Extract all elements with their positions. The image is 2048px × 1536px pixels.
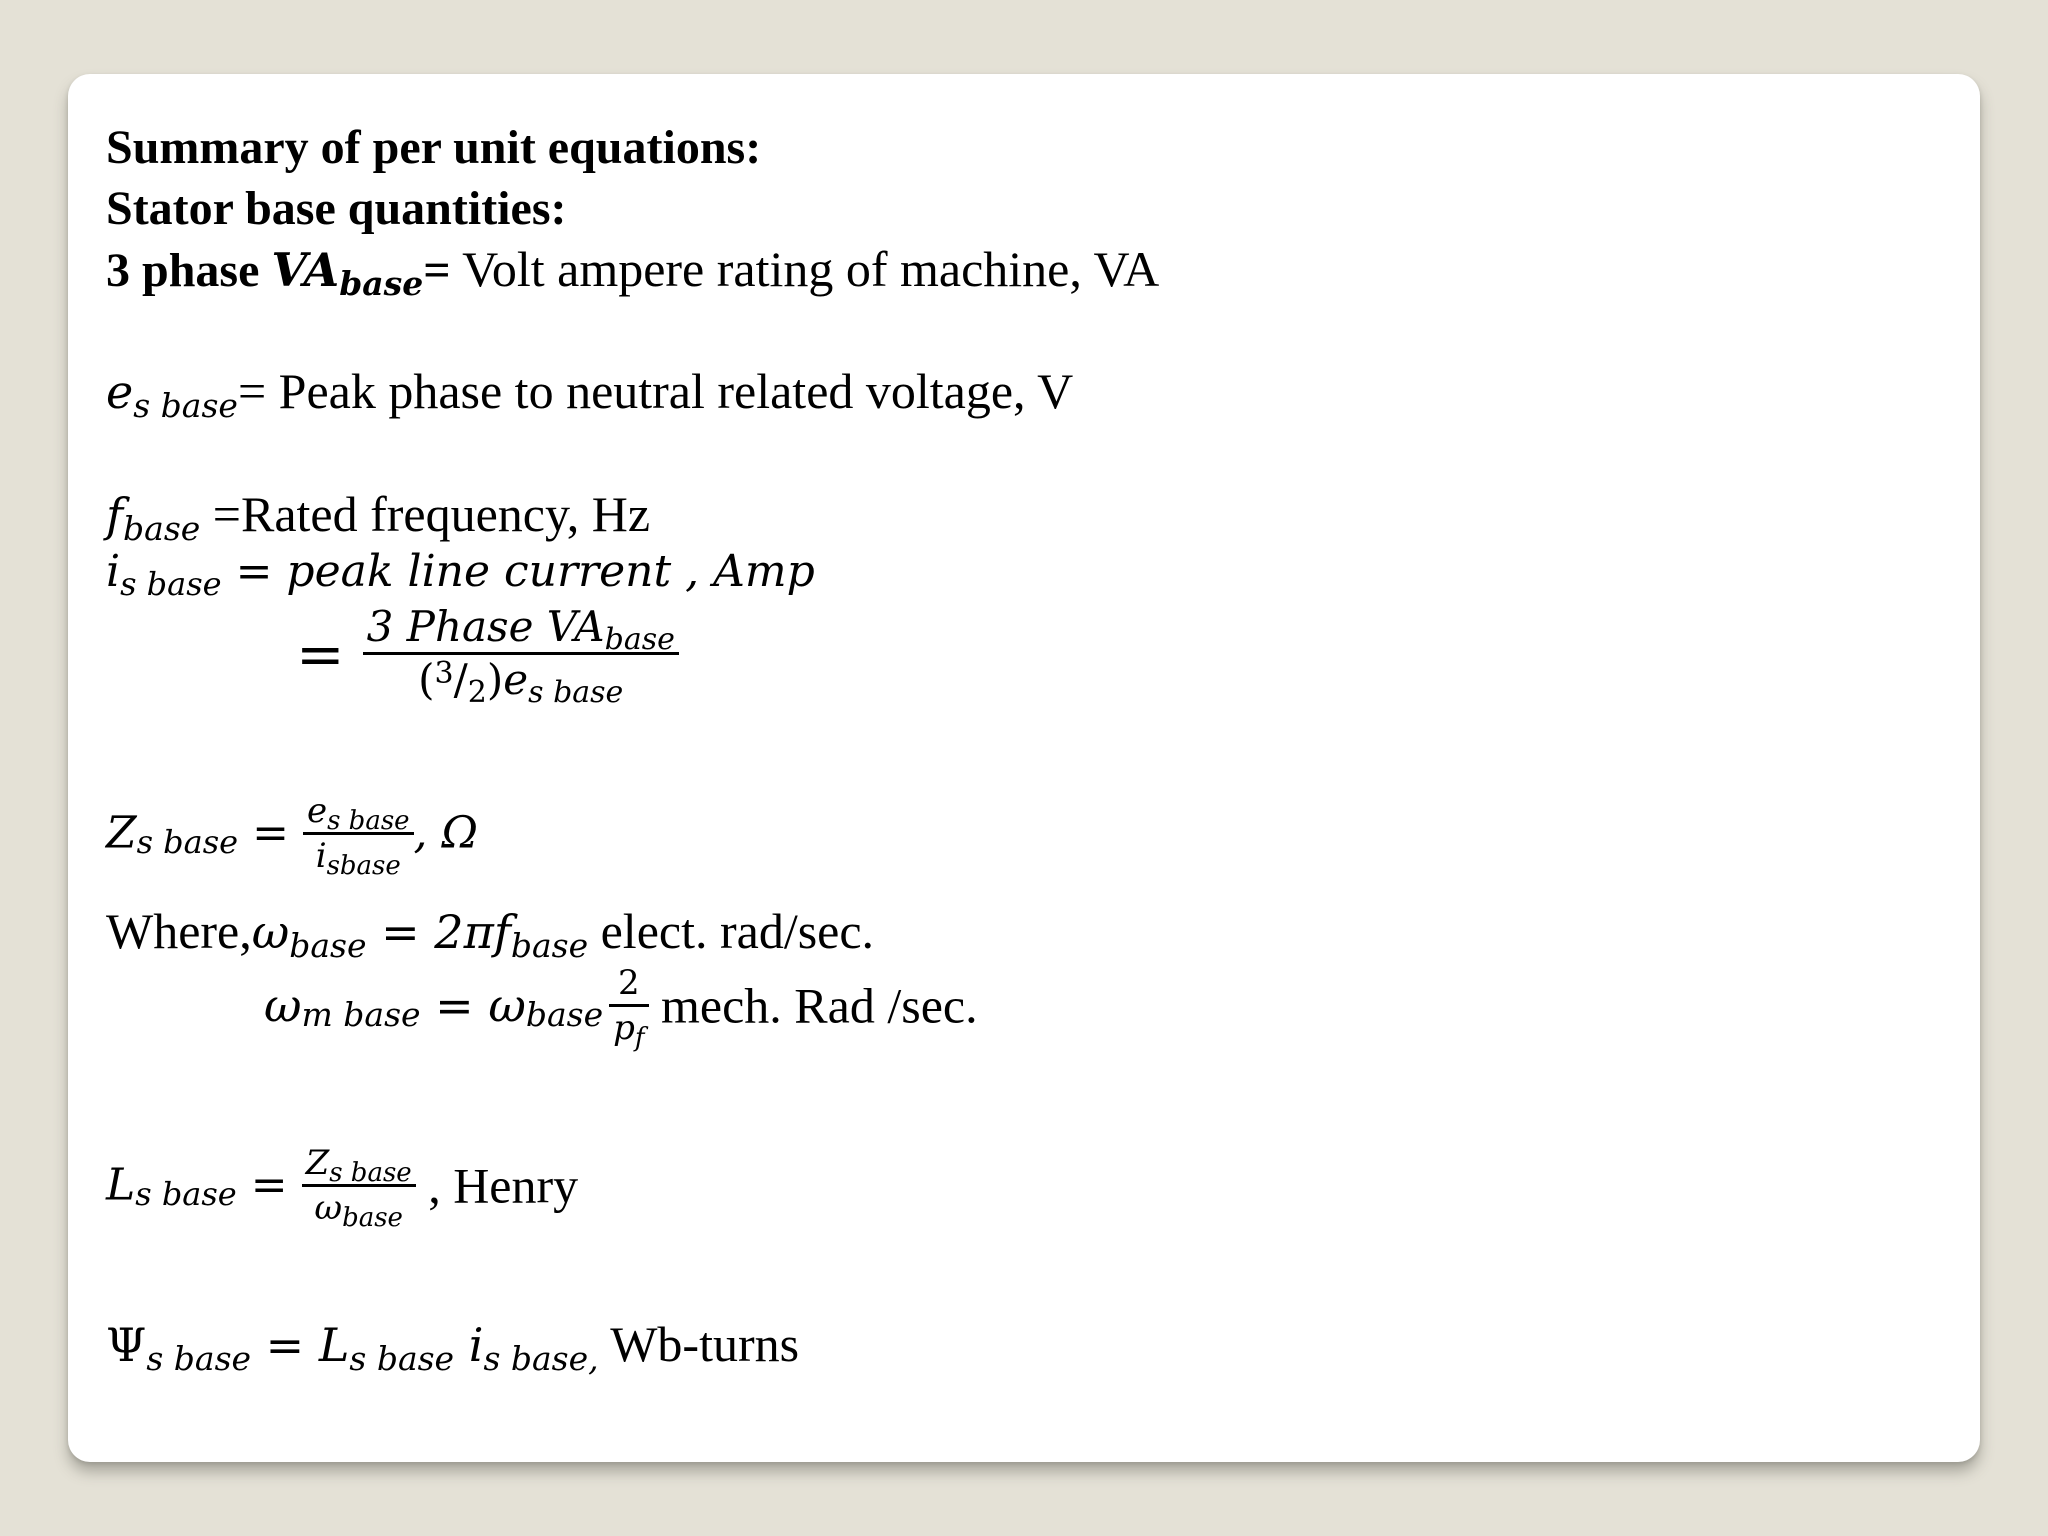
zs-base-num-symbol: e	[306, 791, 328, 831]
ls-base-symbol: L	[106, 1159, 136, 1211]
psi-base-l-subscript: s base	[349, 1339, 455, 1379]
es-base-symbol: e	[106, 365, 134, 419]
ls-base-equals: =	[236, 1159, 302, 1211]
es-base-equation	[106, 363, 1074, 426]
es-base-description: = Peak phase to neutral related voltage, V	[237, 363, 1074, 419]
is-base-num-subscript: base	[604, 622, 675, 658]
omega-base-symbol: ω	[251, 905, 290, 959]
ls-base-equation	[106, 1143, 579, 1234]
omega-base-rhs-subscript: base	[510, 926, 589, 966]
is-base-fraction-denominator	[414, 655, 627, 711]
omega-m-base-symbol: ω	[264, 978, 302, 1033]
ls-base-fraction	[302, 1143, 416, 1234]
f-base-description: =Rated frequency, Hz	[200, 486, 651, 542]
is-base-fraction-equals: =	[296, 619, 345, 688]
ls-base-num-symbol: Z	[305, 1143, 330, 1183]
is-base-den-sup: 3	[434, 655, 454, 691]
omega-base-description: elect. rad/sec.	[588, 903, 875, 959]
psi-base-equals: =	[251, 1318, 319, 1372]
is-base-den-e: e	[503, 655, 529, 704]
va-base-subscript: base	[339, 264, 424, 304]
omega-m-base-equals: =	[420, 978, 489, 1033]
omega-m-base-rhs-subscript: base	[525, 995, 604, 1035]
is-base-fraction-equation	[296, 602, 679, 711]
ls-base-den-subscript: base	[342, 1203, 403, 1234]
omega-m-base-description: mech. Rad /sec.	[648, 977, 978, 1034]
is-base-rhs: = peak line current , Amp	[221, 546, 815, 597]
ls-base-subscript: s base	[135, 1175, 237, 1214]
ls-base-denominator	[310, 1187, 407, 1234]
f-base-subscript: base	[123, 509, 201, 549]
title-summary: Summary of per unit equations:	[106, 121, 762, 174]
psi-base-symbol: Ψ	[106, 1318, 147, 1372]
is-base-fraction-numerator	[363, 602, 679, 658]
va-base-symbol: VA	[271, 243, 340, 297]
es-base-subscript: s base	[133, 386, 238, 426]
ls-base-numerator	[302, 1143, 416, 1189]
zs-base-den-symbol: i	[315, 836, 327, 876]
is-base-den-open: (	[418, 655, 435, 704]
omega-m-base-fraction	[609, 963, 648, 1054]
psi-base-i-subscript: s base,	[483, 1339, 599, 1379]
slide-card	[68, 74, 1980, 1462]
psi-base-subscript: s base	[146, 1339, 252, 1379]
zs-base-denominator	[312, 835, 405, 882]
ls-base-description: , Henry	[415, 1157, 579, 1214]
psi-base-equation	[106, 1316, 800, 1379]
f-base-symbol: f	[106, 488, 124, 542]
psi-base-i: i	[454, 1318, 484, 1372]
omega-base-subscript: base	[289, 926, 367, 966]
omega-base-rhs-eq: = 2π	[366, 905, 494, 959]
psi-base-l: L	[318, 1318, 350, 1372]
is-base-den-slash: /	[453, 655, 468, 704]
is-base-num-prefix: 3 Phase VA	[366, 602, 605, 651]
omega-base-where: Where,	[106, 903, 252, 959]
is-base-den-close: )	[486, 655, 504, 704]
psi-base-description: Wb-turns	[598, 1316, 800, 1372]
omega-m-base-rhs: ω	[488, 978, 526, 1033]
zs-base-symbol: Z	[106, 807, 137, 859]
is-base-subscript: s base	[120, 564, 222, 603]
title-stator-base: Stator base quantities:	[106, 182, 567, 235]
omega-m-base-equation	[264, 963, 978, 1054]
va-base-equation	[106, 241, 1160, 304]
omega-base-rhs-f: f	[493, 905, 511, 959]
omega-m-base-frac-denominator	[609, 1007, 648, 1054]
zs-base-equation	[106, 791, 478, 882]
f-base-equation	[106, 486, 651, 549]
zs-base-equals: =	[238, 807, 303, 859]
va-base-prefix: 3 phase	[106, 244, 272, 297]
is-base-fraction	[363, 602, 679, 711]
va-base-equals: =	[423, 244, 451, 297]
omega-m-base-frac-den-symbol: p	[613, 1008, 635, 1048]
omega-m-base-frac-numerator: 2	[618, 963, 640, 1003]
is-base-den-sub: 2	[467, 675, 487, 711]
omega-m-base-subscript: m base	[301, 995, 421, 1035]
zs-base-numerator	[303, 791, 414, 837]
omega-base-equation	[106, 903, 875, 966]
ls-base-den-symbol: ω	[314, 1188, 343, 1228]
zs-base-fraction	[303, 791, 414, 882]
zs-base-unit: , Ω	[413, 807, 478, 859]
va-base-description: Volt ampere rating of machine, VA	[450, 241, 1160, 297]
zs-base-num-subscript: s base	[327, 806, 410, 837]
is-base-den-e-subscript: s base	[528, 675, 624, 711]
zs-base-den-subscript: sbase	[326, 851, 401, 882]
zs-base-subscript: s base	[136, 823, 239, 862]
is-base-equation	[106, 546, 815, 603]
ls-base-num-subscript: s base	[329, 1158, 412, 1189]
is-base-symbol: i	[106, 546, 121, 597]
omega-m-base-frac-den-subscript: f	[634, 1023, 645, 1054]
